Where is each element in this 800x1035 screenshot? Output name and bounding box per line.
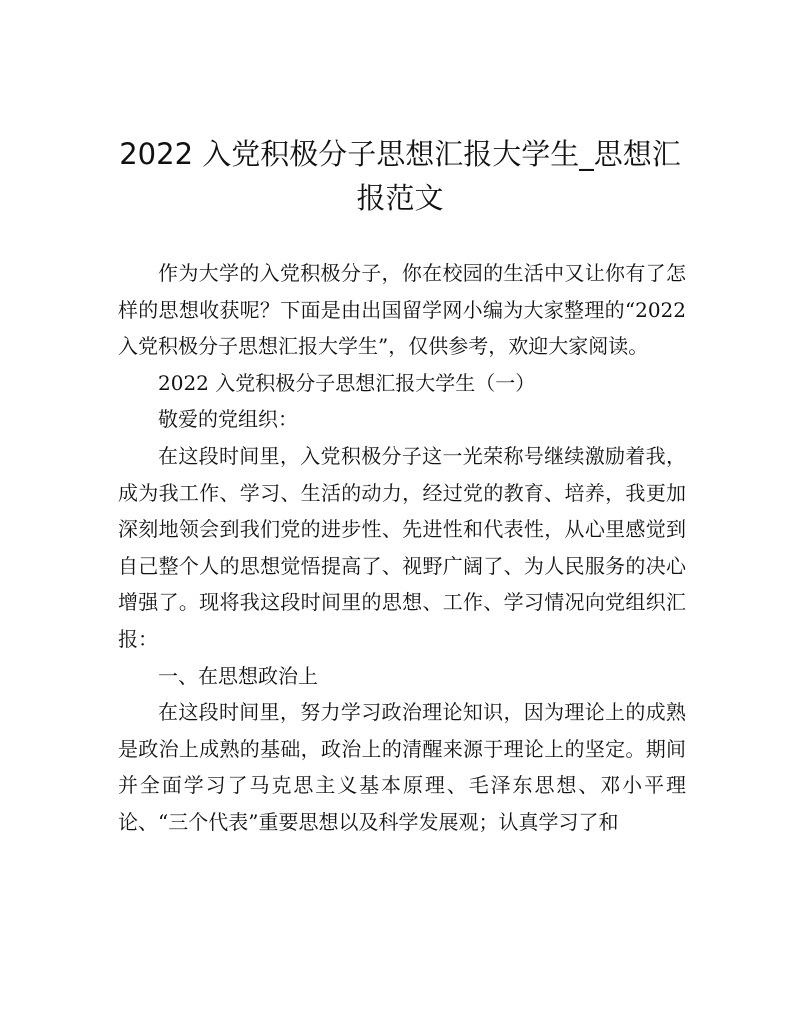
body-paragraph: 在这段时间里，入党积极分子这一光荣称号继续激励着我，成为我工作、学习、生活的动力，经过党的教育、培养，我更加深刻地领会到我们党的进步性、先进性和代表性，从心里感觉到自己整个人的思想觉悟提高了、视野广阔了、为人民服务的决心增强了。现将我这段时间里的思想、工作、学习情况向党组织汇报： [118,443,686,651]
title-line-1: 2022 入党积极分子思想汇报大学生_思想汇 [119,137,681,171]
salutation: 敬爱的党组织： [158,407,298,432]
body-paragraph: 在这段时间里，努力学习政治理论知识，因为理论上的成熟是政治上成熟的基础，政治上的清醒来源于理论上的坚定。期间并全面学习了马克思主义基本原理、毛泽东思想、邓小平理论、“三个代表”重要思想以及科学发展观；认真学习了和 [118,700,686,834]
intro-paragraph: 作为大学的入党积极分子，你在校园的生活中又让你有了怎样的思想收获呢？下面是由出国留学网小编为大家整理的“2022 入党积极分子思想汇报大学生”，仅供参考，欢迎大家阅读。 [118,261,686,359]
section-heading: 2022 入党积极分子思想汇报大学生（一） [158,370,536,395]
document-body [118,255,686,841]
title-line-2: 报范文 [356,181,444,215]
document-title [100,132,700,220]
subsection-heading: 一、在思想政治上 [158,663,318,688]
